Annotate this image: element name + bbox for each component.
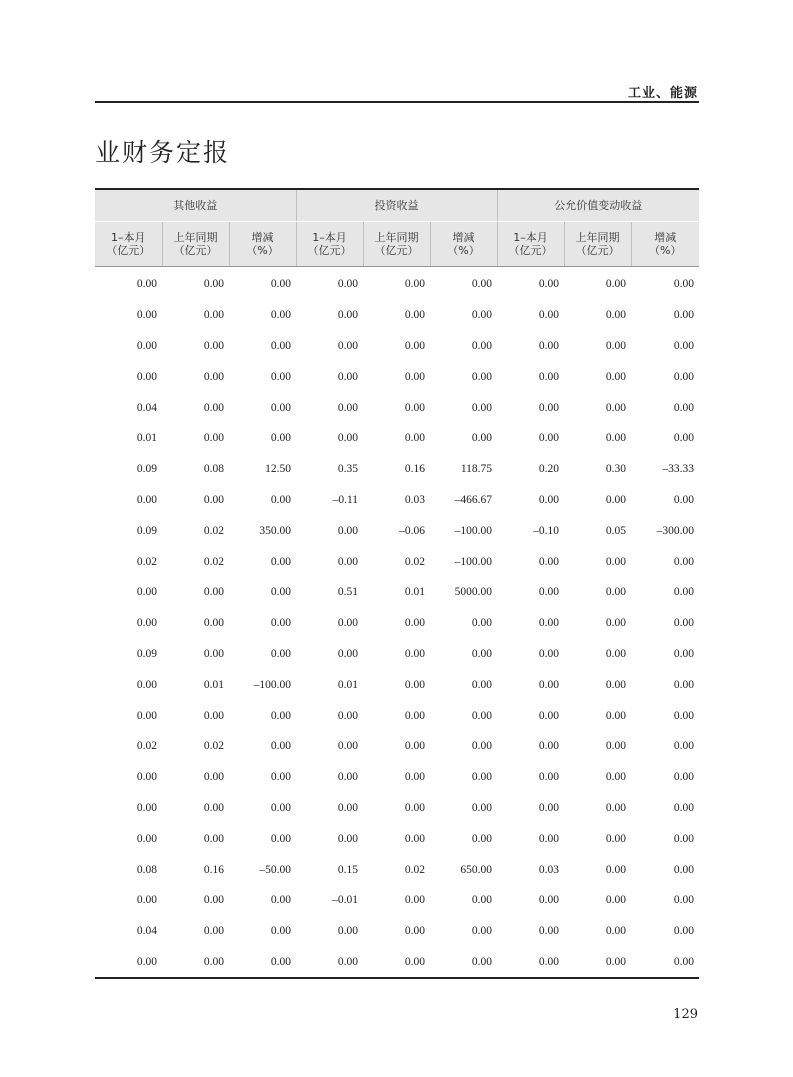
table-cell: 0.00 <box>270 617 292 630</box>
table-cell: 0.05 <box>605 524 627 537</box>
table-row <box>95 392 699 423</box>
table-cell: 0.00 <box>270 586 292 599</box>
table-cell: 0.00 <box>136 586 157 599</box>
table-row <box>95 700 699 731</box>
table-cell: 0.00 <box>203 278 224 291</box>
table-cell: 0.00 <box>471 925 493 938</box>
table-row <box>95 267 699 300</box>
page-title: 业财务定报 <box>95 138 231 167</box>
table-cell: 0.51 <box>337 586 359 599</box>
table-cell: 0.00 <box>203 894 224 907</box>
table-cell: 0.00 <box>471 955 493 968</box>
column-header <box>363 222 430 267</box>
table-cell: 0.00 <box>404 832 426 845</box>
table-cell: 0.00 <box>203 832 224 845</box>
table-cell: 0.00 <box>673 370 695 383</box>
table-cell: 0.00 <box>404 678 426 691</box>
table-cell: 0.00 <box>471 771 493 784</box>
group-header-row <box>95 189 699 222</box>
table-cell: 0.00 <box>605 832 627 845</box>
table-cell: 0.00 <box>605 771 627 784</box>
table-cell: 0.03 <box>404 493 426 506</box>
column-header-label: 1–本月 <box>312 231 347 244</box>
table-cell: 0.00 <box>605 555 627 568</box>
table-cell: 0.00 <box>404 709 426 722</box>
table-cell: 0.00 <box>538 709 560 722</box>
group-header-other-income: 其他收益 <box>95 189 296 222</box>
table-cell: 0.00 <box>337 771 359 784</box>
table-row <box>95 454 699 485</box>
column-header-label: 1–本月 <box>513 231 548 244</box>
table-cell: 0.02 <box>203 740 224 753</box>
table-cell: 0.00 <box>538 740 560 753</box>
table-cell: 0.00 <box>538 555 560 568</box>
table-cell: 0.03 <box>538 863 560 876</box>
table-row <box>95 331 699 362</box>
table-cell: 0.00 <box>270 555 292 568</box>
header-rule <box>95 101 699 103</box>
table-cell: 0.00 <box>270 278 292 291</box>
table-cell: 0.00 <box>673 678 695 691</box>
column-header <box>95 222 162 267</box>
table-cell: 0.00 <box>471 339 493 352</box>
column-header <box>430 222 497 267</box>
table-cell: 0.01 <box>404 586 426 599</box>
table-cell: 12.50 <box>265 463 292 476</box>
table-row <box>95 916 699 947</box>
table-cell: 0.00 <box>203 771 224 784</box>
table-cell: 0.00 <box>203 401 224 414</box>
table-cell: 0.00 <box>270 370 292 383</box>
table-cell: 0.00 <box>673 617 695 630</box>
table-cell: 0.00 <box>136 709 157 722</box>
table-cell: 650.00 <box>460 863 493 876</box>
table-cell: 0.00 <box>136 678 157 691</box>
column-header-label: 上年同期 <box>173 231 218 244</box>
table-cell: 0.00 <box>203 647 224 660</box>
table-cell: –0.01 <box>332 894 359 907</box>
table-cell: 5000.00 <box>454 586 493 599</box>
table-cell: 0.00 <box>673 925 695 938</box>
table-row <box>95 577 699 608</box>
table-cell: 0.00 <box>203 801 224 814</box>
table-cell: 0.00 <box>136 801 157 814</box>
table-cell: 0.00 <box>136 894 157 907</box>
table-cell: 0.02 <box>136 740 157 753</box>
column-header-unit: （亿元） <box>106 244 151 257</box>
table-cell: 0.00 <box>337 339 359 352</box>
table-cell: 0.00 <box>270 925 292 938</box>
table-cell: 0.00 <box>605 678 627 691</box>
table-cell: 0.02 <box>404 863 426 876</box>
table-cell: 0.00 <box>337 832 359 845</box>
table-cell: 0.01 <box>136 432 157 445</box>
column-header <box>564 222 631 267</box>
table-cell: 0.01 <box>337 678 359 691</box>
table-cell: 0.00 <box>538 401 560 414</box>
table-cell: 0.00 <box>270 432 292 445</box>
table-cell: 0.00 <box>203 925 224 938</box>
table-cell: 0.00 <box>605 309 627 322</box>
table-cell: 0.00 <box>605 740 627 753</box>
column-header <box>229 222 296 267</box>
table-row <box>95 793 699 824</box>
table-cell: –0.10 <box>533 524 560 537</box>
column-header-unit: （亿元） <box>508 244 553 257</box>
table-cell: 0.00 <box>538 617 560 630</box>
table-cell: 0.00 <box>538 586 560 599</box>
table-cell: 0.00 <box>605 339 627 352</box>
table-cell: 0.00 <box>337 617 359 630</box>
table-cell: 0.00 <box>203 617 224 630</box>
table-cell: 0.00 <box>673 647 695 660</box>
table-cell: 0.09 <box>136 524 157 537</box>
table-cell: 0.00 <box>673 401 695 414</box>
table-cell: 0.04 <box>136 401 157 414</box>
table-cell: 0.00 <box>136 309 157 322</box>
table-row <box>95 515 699 546</box>
table-cell: 0.00 <box>538 925 560 938</box>
column-header-unit: （%） <box>447 244 480 257</box>
table-cell: 0.20 <box>538 463 560 476</box>
table-cell: –100.00 <box>454 555 493 568</box>
column-header <box>631 222 699 267</box>
table-row <box>95 947 699 979</box>
table-row <box>95 669 699 700</box>
table-cell: 0.00 <box>136 493 157 506</box>
table-row <box>95 423 699 454</box>
table-cell: –100.00 <box>454 524 493 537</box>
table-row <box>95 485 699 516</box>
table-row <box>95 300 699 331</box>
table-cell: 0.00 <box>404 740 426 753</box>
table-cell: 0.00 <box>605 617 627 630</box>
table-cell: 118.75 <box>460 463 493 476</box>
table-cell: 0.00 <box>270 832 292 845</box>
table-cell: 0.00 <box>404 771 426 784</box>
table-cell: 0.00 <box>337 401 359 414</box>
table-cell: 0.00 <box>673 586 695 599</box>
table-cell: 0.00 <box>471 678 493 691</box>
table-cell: 0.00 <box>605 709 627 722</box>
table-cell: 0.00 <box>673 740 695 753</box>
column-header-label: 增减 <box>452 231 475 244</box>
sub-header-row <box>95 222 699 267</box>
table-cell: 0.00 <box>203 493 224 506</box>
table-cell: 0.00 <box>538 493 560 506</box>
table-cell: 0.00 <box>538 309 560 322</box>
table-cell: 0.00 <box>538 832 560 845</box>
column-header <box>162 222 229 267</box>
table-cell: 0.00 <box>605 432 627 445</box>
table-cell: 0.00 <box>471 894 493 907</box>
column-header-label: 增减 <box>654 231 677 244</box>
table-cell: 0.00 <box>538 801 560 814</box>
table-cell: –300.00 <box>656 524 695 537</box>
table-cell: 0.00 <box>337 309 359 322</box>
column-header-unit: （亿元） <box>374 244 419 257</box>
table-row <box>95 854 699 885</box>
table-cell: 0.00 <box>538 955 560 968</box>
table-cell: 0.00 <box>404 801 426 814</box>
column-header <box>497 222 564 267</box>
table-cell: 0.00 <box>270 309 292 322</box>
table-cell: 0.00 <box>203 586 224 599</box>
table-cell: 0.00 <box>337 740 359 753</box>
table-cell: 0.00 <box>471 647 493 660</box>
table-cell: 0.02 <box>404 555 426 568</box>
page-number: 129 <box>673 1007 698 1022</box>
column-header-label: 上年同期 <box>575 231 620 244</box>
table-cell: 0.00 <box>471 370 493 383</box>
table-row <box>95 639 699 670</box>
table-cell: 0.00 <box>673 801 695 814</box>
table-cell: 0.30 <box>605 463 627 476</box>
table-cell: 0.00 <box>471 740 493 753</box>
table-cell: 0.00 <box>270 493 292 506</box>
table-row <box>95 608 699 639</box>
table-row <box>95 885 699 916</box>
column-header-unit: （亿元） <box>575 244 620 257</box>
table-cell: 0.00 <box>136 617 157 630</box>
table-cell: 0.00 <box>404 339 426 352</box>
table-cell: 0.08 <box>136 863 157 876</box>
table-cell: 0.00 <box>337 955 359 968</box>
table-cell: 0.00 <box>270 801 292 814</box>
table-cell: 0.00 <box>673 309 695 322</box>
table-cell: 0.00 <box>605 647 627 660</box>
table-cell: 0.00 <box>270 894 292 907</box>
table-cell: 0.00 <box>337 524 359 537</box>
table-cell: 0.00 <box>337 709 359 722</box>
column-header <box>296 222 363 267</box>
table-cell: 0.00 <box>538 370 560 383</box>
table-cell: 0.00 <box>471 801 493 814</box>
column-header-label: 增减 <box>251 231 274 244</box>
table-cell: 0.00 <box>203 370 224 383</box>
table-cell: 350.00 <box>259 524 292 537</box>
table-cell: 0.00 <box>337 801 359 814</box>
table-cell: 0.00 <box>203 339 224 352</box>
running-header: 工业、能源 <box>627 86 698 101</box>
table-cell: 0.00 <box>605 955 627 968</box>
column-header-label: 1–本月 <box>111 231 146 244</box>
table-cell: 0.00 <box>538 432 560 445</box>
table-cell: 0.00 <box>673 493 695 506</box>
table-cell: 0.00 <box>404 278 426 291</box>
table-cell: 0.00 <box>270 709 292 722</box>
table-cell: 0.00 <box>337 278 359 291</box>
table-cell: 0.00 <box>203 709 224 722</box>
table-cell: –50.00 <box>259 863 292 876</box>
table-cell: 0.00 <box>203 432 224 445</box>
table-cell: 0.00 <box>136 832 157 845</box>
table-cell: 0.00 <box>404 401 426 414</box>
table-cell: 0.00 <box>337 925 359 938</box>
table-cell: 0.00 <box>270 740 292 753</box>
table-cell: 0.00 <box>136 955 157 968</box>
table-row <box>95 823 699 854</box>
table-row <box>95 762 699 793</box>
table-cell: –0.06 <box>399 524 426 537</box>
table-cell: 0.00 <box>538 339 560 352</box>
table-cell: 0.00 <box>471 401 493 414</box>
table-cell: 0.00 <box>203 955 224 968</box>
table-cell: 0.00 <box>136 339 157 352</box>
column-header-unit: （亿元） <box>307 244 352 257</box>
column-header-label: 上年同期 <box>374 231 419 244</box>
table-cell: 0.00 <box>471 432 493 445</box>
data-table <box>95 188 699 979</box>
table-cell: 0.00 <box>673 555 695 568</box>
table-cell: 0.00 <box>136 370 157 383</box>
table-cell: 0.00 <box>673 863 695 876</box>
table-cell: 0.00 <box>270 401 292 414</box>
table-cell: 0.00 <box>270 955 292 968</box>
table-cell: 0.00 <box>605 925 627 938</box>
table-cell: 0.08 <box>203 463 224 476</box>
table-cell: –100.00 <box>253 678 292 691</box>
table-cell: 0.00 <box>605 401 627 414</box>
table-cell: 0.15 <box>337 863 359 876</box>
table-cell: 0.00 <box>270 647 292 660</box>
table-cell: 0.00 <box>605 278 627 291</box>
column-header-unit: （亿元） <box>173 244 218 257</box>
table-cell: 0.09 <box>136 463 157 476</box>
table-cell: 0.00 <box>404 617 426 630</box>
column-header-unit: （%） <box>246 244 279 257</box>
table-cell: 0.00 <box>270 339 292 352</box>
table-cell: 0.00 <box>538 894 560 907</box>
table-cell: 0.00 <box>404 925 426 938</box>
table-cell: –466.67 <box>454 493 493 506</box>
table-cell: 0.00 <box>673 771 695 784</box>
table-cell: 0.00 <box>673 709 695 722</box>
table-row <box>95 731 699 762</box>
table-cell: 0.02 <box>203 524 224 537</box>
table-cell: 0.00 <box>673 955 695 968</box>
group-header-fair-value-income: 公允价值变动收益 <box>497 189 699 222</box>
table-body <box>95 267 699 979</box>
table-cell: 0.16 <box>404 463 426 476</box>
table-cell: 0.00 <box>136 278 157 291</box>
table-cell: 0.00 <box>605 863 627 876</box>
table-cell: 0.00 <box>471 278 493 291</box>
table-cell: –0.11 <box>332 493 359 506</box>
table-cell: 0.35 <box>337 463 359 476</box>
table-cell: 0.00 <box>673 432 695 445</box>
table-cell: 0.00 <box>337 370 359 383</box>
table-cell: 0.02 <box>203 555 224 568</box>
table-cell: 0.00 <box>605 586 627 599</box>
table-cell: 0.00 <box>673 894 695 907</box>
table-cell: 0.00 <box>471 617 493 630</box>
table-cell: 0.00 <box>404 370 426 383</box>
table-cell: 0.01 <box>203 678 224 691</box>
table-cell: 0.00 <box>270 771 292 784</box>
table-cell: 0.00 <box>605 894 627 907</box>
table-cell: 0.00 <box>337 647 359 660</box>
table-cell: 0.00 <box>471 309 493 322</box>
group-header-investment-income: 投资收益 <box>296 189 497 222</box>
table-cell: 0.00 <box>538 678 560 691</box>
table-cell: 0.00 <box>538 278 560 291</box>
table-cell: 0.00 <box>605 370 627 383</box>
table-cell: 0.00 <box>538 771 560 784</box>
table-cell: 0.00 <box>404 309 426 322</box>
table-cell: 0.00 <box>538 647 560 660</box>
table-cell: 0.00 <box>404 894 426 907</box>
table-cell: 0.00 <box>337 432 359 445</box>
table-cell: 0.00 <box>471 709 493 722</box>
table-cell: 0.00 <box>136 771 157 784</box>
table-row <box>95 361 699 392</box>
table-cell: 0.02 <box>136 555 157 568</box>
table-cell: 0.00 <box>673 832 695 845</box>
table-cell: 0.00 <box>404 432 426 445</box>
table-cell: 0.04 <box>136 925 157 938</box>
table-cell: 0.00 <box>605 493 627 506</box>
table-cell: 0.16 <box>203 863 224 876</box>
table-cell: 0.00 <box>404 647 426 660</box>
table-cell: –33.33 <box>662 463 695 476</box>
table-cell: 0.00 <box>203 309 224 322</box>
table-cell: 0.00 <box>605 801 627 814</box>
table-cell: 0.00 <box>673 339 695 352</box>
table-row <box>95 546 699 577</box>
column-header-unit: （%） <box>649 244 682 257</box>
table-cell: 0.00 <box>404 955 426 968</box>
table-cell: 0.00 <box>337 555 359 568</box>
table-cell: 0.00 <box>471 832 493 845</box>
table-cell: 0.00 <box>673 278 695 291</box>
table-cell: 0.09 <box>136 647 157 660</box>
